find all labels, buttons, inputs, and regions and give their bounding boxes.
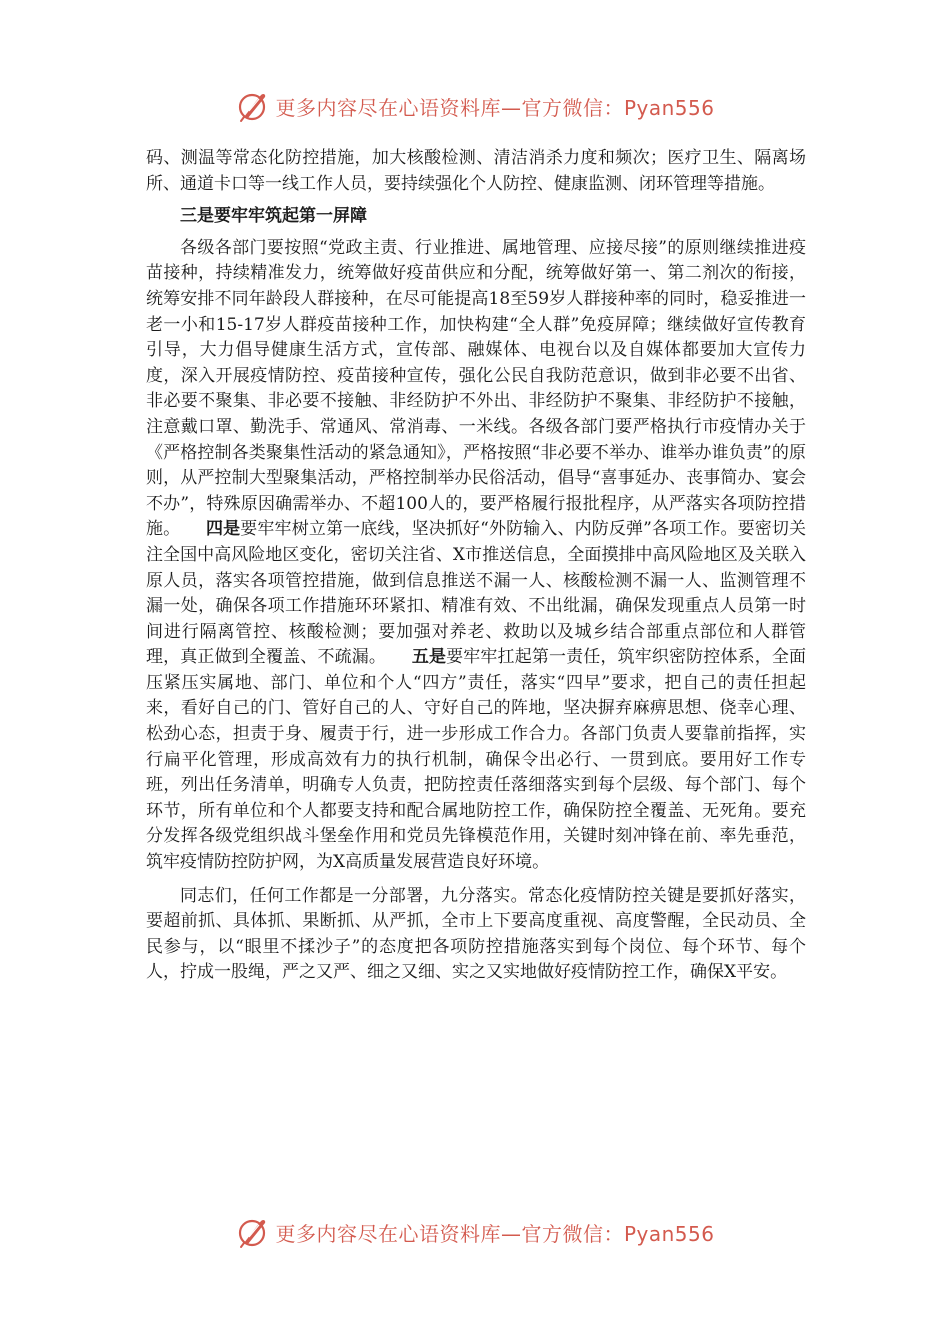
header-banner bbox=[0, 84, 950, 128]
lead-label-5: 五是 bbox=[411, 647, 447, 668]
continuation-paragraph: 码、测温等常态化防控措施，加大核酸检测、清洁消杀力度和频次；医疗卫生、隔离场所、通道卡口等一线工作人员，要持续强化个人防控、健康监测、闭环管理等措施。 bbox=[146, 148, 806, 194]
footer-banner bbox=[0, 1210, 950, 1254]
paragraph-4-text: 要牢牢树立第一底线，坚决抓好“外防输入、内防反弹”各项工作。要密切关注全国中高风险地区变化，密切关注省、X市推送信息，全面摸排中高风险地区及关联入原人员，落实各项管控措施，做到信息推送不漏一人、核酸检测不漏一人、监测管理不漏一处，确保各项工作措施环环紧扣、精准有效、不出纰漏，确保发现重点人员第一时间进行隔离管控、核酸检测；要加强对养老、救助以及城乡结合部重点部位和人群管理，真正做到全覆盖、不疏漏。 bbox=[146, 519, 807, 668]
document-body bbox=[146, 146, 806, 986]
closing-paragraph: 同志们，任何工作都是一分部署，九分落实。常态化疫情防控关键是要抓好落实，要超前抓、具体抓、果断抓、从严抓，全市上下要高度重视、高度警醒，全民动员、全民参与，以“眼里不揉沙子”的态度把各项防控措施落实到每个岗位、每个环节、每个人，拧成一股绳，严之又严、细之又细、实之又实地做好疫情防控工作，确保X平安。 bbox=[146, 885, 806, 983]
paragraph-3-text: 各级各部门要按照“党政主责、行业推进、属地管理、应接尽接”的原则继续推进疫苗接种，持续精准发力，统筹做好疫苗供应和分配，统筹做好第一、第二剂次的衔接，统筹安排不同年龄段人群接种，在尽可能提高18至59岁人群接种率的同时，稳妥推进一老一小和15-17岁人群疫苗接种工作，加快构建“全人群”免疫屏障；继续做好宣传教育引导，大力倡导健康生活方式，宣传部、融媒体、电视台以及自媒体都要加大宣传力度，深入开展疫情防控、疫苗接种宣传，强化公民自我防范意识，做到非必要不出省、非必要不聚集、非必要不接触、非经防护不外出、非经防护不聚集、非经防护不接触，注意戴口罩、勤洗手、常通风、常消毒、一米线。各级各部门要严格执行市疫情办关于《严格控制各类聚集性活动的紧急通知》，严格按照“非必要不举办、谁举办谁负责”的原则，从严控制大型聚集活动，严格控制举办民俗活动，倡导“喜事延办、丧事简办、宴会不办”，特殊原因确需举办、不超100人的，要严格履行报批程序，从严落实各项防控措施。 bbox=[146, 237, 806, 540]
section-heading-3: 三是要牢牢筑起第一屏障 bbox=[180, 206, 367, 227]
quill-pen-logo-icon bbox=[235, 89, 269, 123]
lead-label-4: 四是 bbox=[206, 519, 241, 540]
paragraph-5-text: 要牢牢扛起第一责任，筑牢织密防控体系，全面压紧压实属地、部门、单位和个人“四方”责任，落实“四早”要求，把自己的责任担起来，看好自己的门、管好自己的人、守好自己的阵地，坚决摒弃麻痹思想、侥幸心理、松劲心态，担责于身、履责于行，进一步形成工作合力。各部门负责人要靠前指挥，实行扁平化管理，形成高效有力的执行机制，确保令出必行、一贯到底。要用好工作专班，列出任务清单，明确专人负责，把防控责任落细落实到每个层级、每个部门、每个环节，所有单位和个人都要支持和配合属地防控工作，确保防控全覆盖、无死角。要充分发挥各级党组织战斗堡垒作用和党员先锋模范作用，关键时刻冲锋在前、率先垂范，筑牢疫情防控防护网，为X高质量发展营造良好环境。 bbox=[146, 647, 807, 873]
quill-pen-logo-icon bbox=[235, 1215, 269, 1249]
paragraph-section-3 bbox=[146, 236, 806, 876]
header-banner-text: 更多内容尽在心语资料库—官方微信：Pyan556 bbox=[275, 95, 715, 120]
footer-banner-text: 更多内容尽在心语资料库—官方微信：Pyan556 bbox=[275, 1221, 715, 1246]
